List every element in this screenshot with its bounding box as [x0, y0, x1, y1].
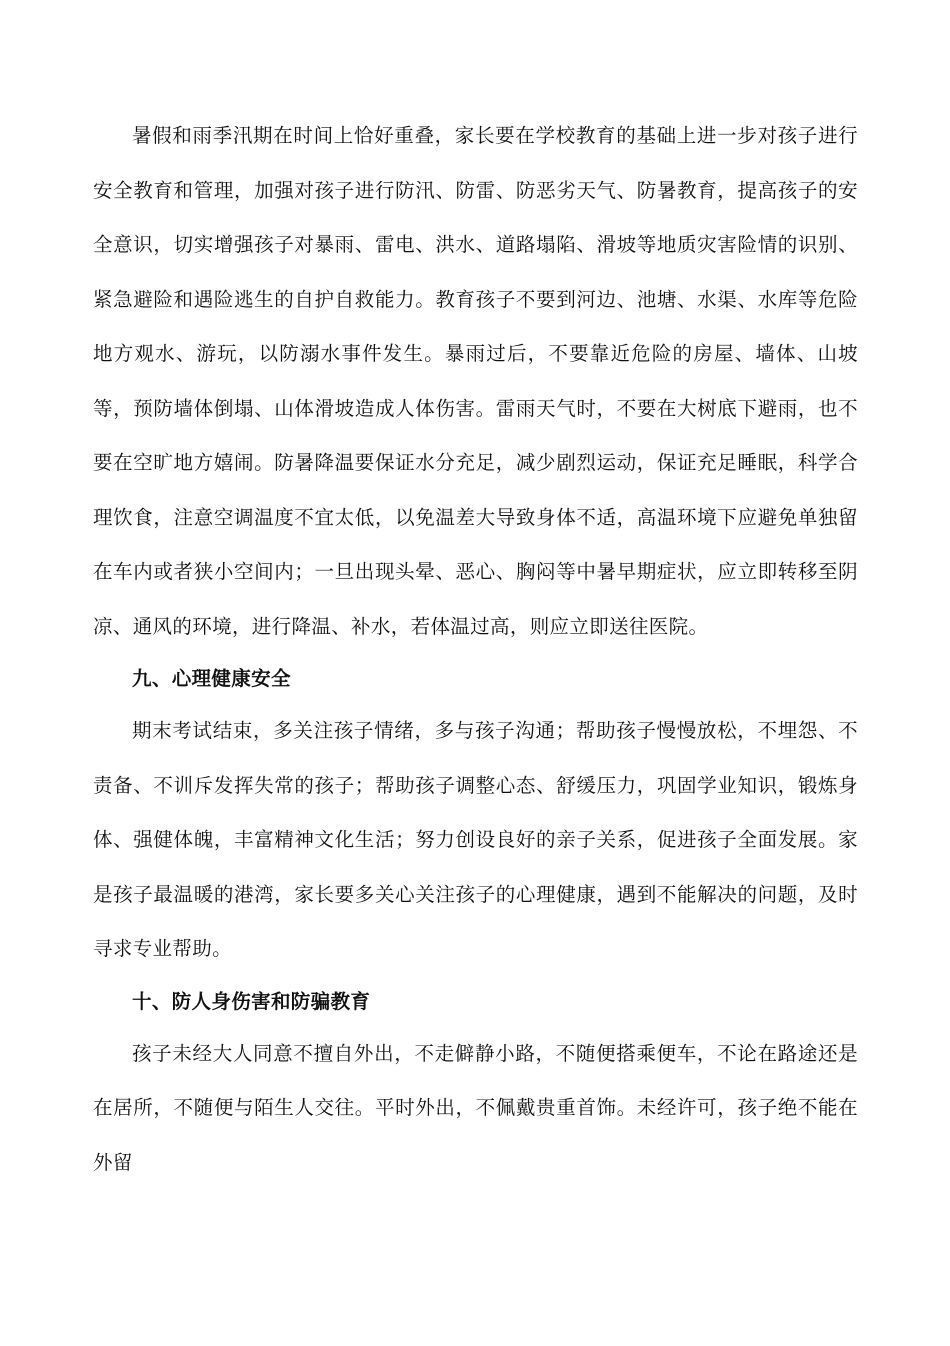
document-body	[93, 109, 858, 1190]
section-heading-injury-fraud-prevention: 十、防人身伤害和防骗教育	[132, 989, 371, 1013]
paragraph-mental-health: 期末考试结束，多关注孩子情绪，多与孩子沟通；帮助孩子慢慢放松，不埋怨、不责备、不训斥发挥失常的孩子；帮助孩子调整心态、舒缓压力，巩固学业知识，锻炼身体、强健体魄，丰富精神文化生活；努力创设良好的亲子关系，促进孩子全面发展。家是孩子最温暖的港湾，家长要多关心关注孩子的心理健康，遇到不能解决的问题，及时寻求专业帮助。	[93, 719, 858, 960]
section-heading-mental-health: 九、心理健康安全	[132, 667, 291, 690]
paragraph-flood-heat-safety: 暑假和雨季汛期在时间上恰好重叠，家长要在学校教育的基础上进一步对孩子进行安全教育和管理，加强对孩子进行防汛、防雷、防恶劣天气、防暑教育，提高孩子的安全意识，切实增强孩子对暴雨、雷电、洪水、道路塌陷、滑坡等地质灾害险情的识别、紧急避险和遇险逃生的自护自救能力。教育孩子不要到河边、池塘、水渠、水库等危险地方观水、游玩，以防溺水事件发生。暴雨过后，不要靠近危险的房屋、墙体、山坡等，预防墙体倒塌、山体滑坡造成人体伤害。雷雨天气时，不要在大树底下避雨，也不要在空旷地方嬉闹。防暑降温要保证水分充足，减少剧烈运动，保证充足睡眠，科学合理饮食，注意空调温度不宜太低，以免温差大导致身体不适，高温环境下应避免单独留在车内或者狭小空间内；一旦出现头晕、恶心、胸闷等中暑早期症状，应立即转移至阴凉、通风的环境，进行降温、补水，若体温过高，则应立即送往医院。	[93, 124, 858, 638]
paragraph-injury-fraud-prevention: 孩子未经大人同意不擅自外出，不走僻静小路，不随便搭乘便车，不论在路途还是在居所，不随便与陌生人交往。平时外出，不佩戴贵重首饰。未经许可，孩子绝不能在外留	[93, 1041, 858, 1174]
